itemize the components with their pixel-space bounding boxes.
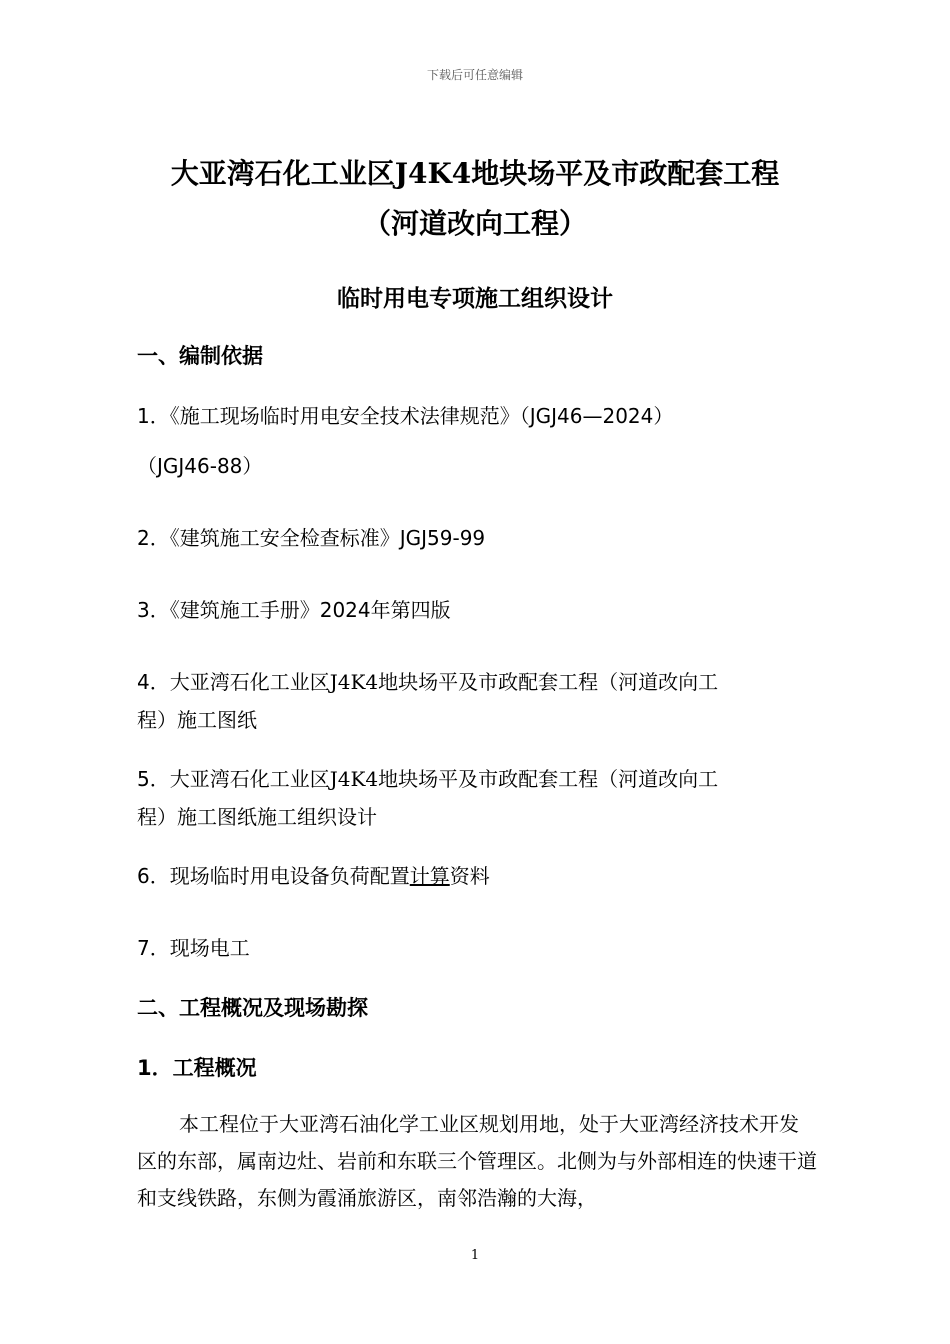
- section-heading-basis: 一、编制依据: [137, 343, 263, 368]
- list-item-code: JGJ59-99: [399, 526, 486, 550]
- list-item: [137, 400, 673, 429]
- subsection-title: 工程概况: [172, 1055, 257, 1080]
- list-item: [137, 666, 718, 695]
- list-item-text-tail: 资料: [449, 864, 490, 888]
- list-item-text: 《施工现场临时用电安全技术法律规范》: [169, 404, 520, 428]
- list-item-continuation: [137, 801, 377, 830]
- list-item-text: 现场临时用电设备负荷配置: [169, 864, 410, 888]
- section-heading-overview: 二、工程概况及现场勘探: [137, 995, 368, 1020]
- list-item-number: 7．: [137, 936, 170, 960]
- list-item-text: 程）施工图纸: [137, 708, 257, 732]
- document-title: 大亚湾石化工业区J4K4地块场平及市政配套工程: [170, 157, 780, 190]
- list-item: [137, 522, 485, 551]
- list-item-continuation: [137, 704, 257, 733]
- page-number: 1: [470, 1248, 480, 1263]
- list-item-text: 《建筑施工手册》: [169, 598, 320, 622]
- list-item-code: （JGJ46-88）: [137, 454, 263, 478]
- list-item-number: 2．: [137, 526, 170, 550]
- list-item-text: 现场电工: [169, 936, 250, 960]
- subsection-number: 1．: [137, 1056, 173, 1080]
- list-item-text: 大亚湾石化工业区J4K4地块场平及市政配套工程（河道改向工: [169, 767, 719, 791]
- list-item: [137, 860, 490, 889]
- list-item-continuation: [137, 450, 262, 479]
- subsection-heading: [137, 1052, 257, 1082]
- body-paragraph: [137, 1106, 817, 1217]
- list-item-number: 1．: [137, 404, 170, 428]
- list-item-text: 《建筑施工安全检查标准》: [169, 526, 400, 550]
- list-item: [137, 763, 718, 792]
- list-item-number: 3．: [137, 598, 170, 622]
- list-item-text-tail: 年第四版: [370, 598, 451, 622]
- list-item-year: 2024: [319, 598, 371, 622]
- list-item: [137, 594, 451, 623]
- document-title-line2: （河道改向工程）: [362, 207, 587, 240]
- list-item-text: 大亚湾石化工业区J4K4地块场平及市政配套工程（河道改向工: [169, 670, 719, 694]
- list-item: [137, 932, 250, 961]
- page-header: 下载后可任意编辑: [426, 68, 523, 82]
- list-item-number: 6．: [137, 864, 170, 888]
- list-item-text: 程）施工图纸施工组织设计: [137, 805, 377, 829]
- list-item-code: （JGJ46—2024）: [519, 404, 674, 428]
- list-item-number: 5．: [137, 767, 170, 791]
- paragraph-text: 本工程位于大亚湾石油化学工业区规划用地，处于大亚湾经济技术开发区的东部，属南边灶、岩前和东联三个管理区。北侧为与外部相连的快速干道和支线铁路，东侧为霞涌旅游区，南邻浩瀚的大海，: [137, 1112, 817, 1210]
- list-item-number: 4．: [137, 670, 170, 694]
- list-item-underlined-text: 计算: [409, 864, 450, 888]
- document-subtitle: 临时用电专项施工组织设计: [337, 285, 613, 312]
